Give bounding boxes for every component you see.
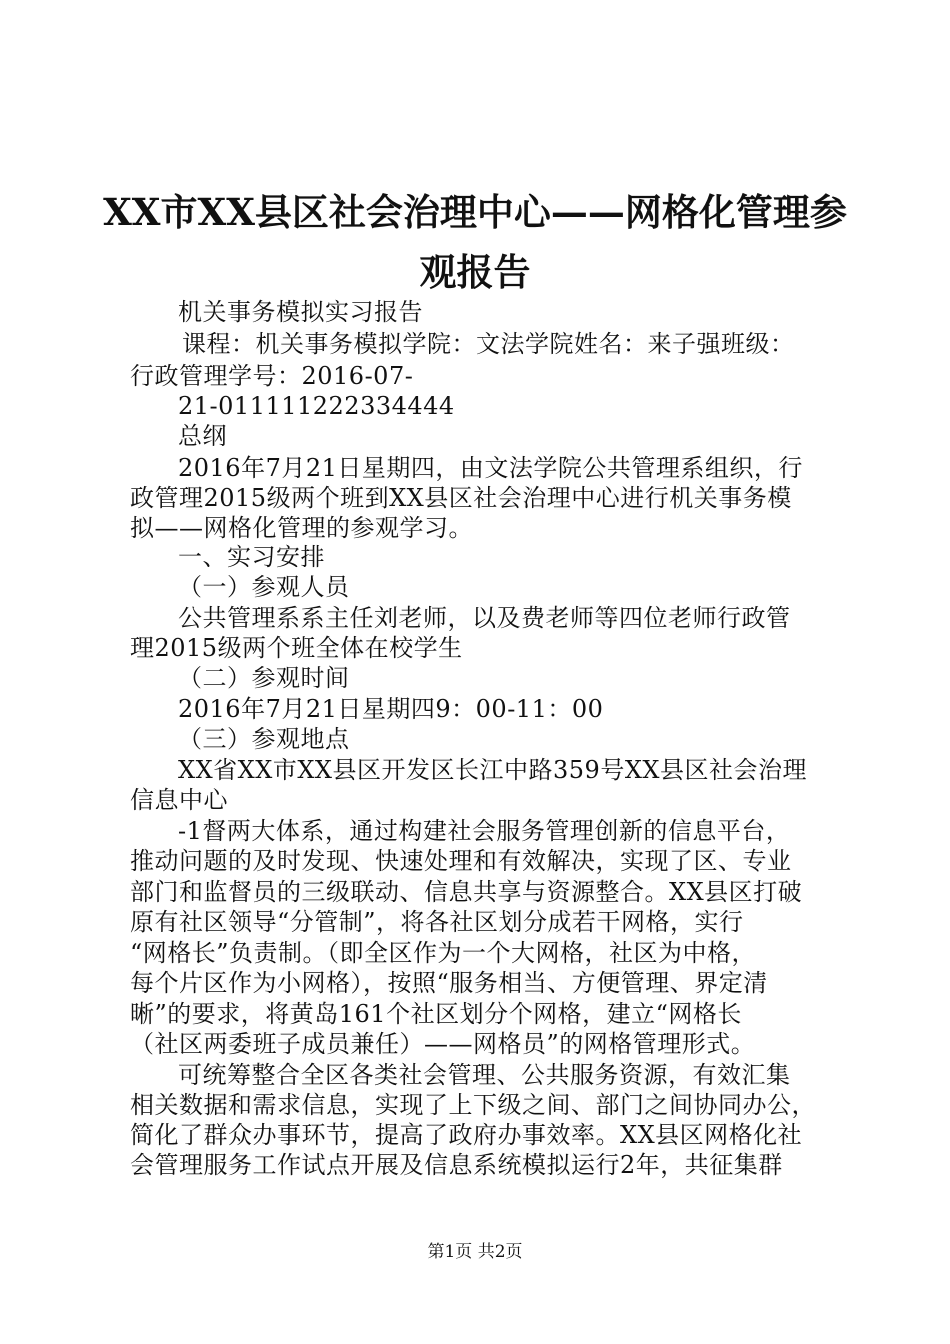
body-line: 会管理服务工作试点开展及信息系统模拟运行2年，共征集群 xyxy=(130,1151,783,1179)
body-line: 推动问题的及时发现、快速处理和有效解决，实现了区、专业 xyxy=(130,847,792,875)
body-line: 行政管理学号：2016-07- xyxy=(130,362,414,390)
body-line: （社区两委班子成员兼任）——网格员”的网格管理形式。 xyxy=(130,1030,756,1058)
body-line: （一）参观人员 xyxy=(178,573,350,601)
body-line: 简化了群众办事环节，提高了政府办事效率。XX县区网格化社 xyxy=(130,1121,803,1149)
body-line: 相关数据和需求信息，实现了上下级之间、部门之间协同办公， xyxy=(130,1091,816,1119)
body-line: 拟——网格化管理的参观学习。 xyxy=(130,514,473,542)
body-line: 晰”的要求，将黄岛161个社区划分个网格，建立“网格长 xyxy=(130,1000,742,1028)
body-line: 理2015级两个班全体在校学生 xyxy=(130,634,463,662)
document-title-line-1: XX市XX县区社会治理中心——网格化管理参 xyxy=(103,190,847,234)
body-line: （二）参观时间 xyxy=(178,664,350,692)
body-line: 21-011111222334444 xyxy=(178,392,455,420)
body-line: （三）参观地点 xyxy=(178,725,350,753)
document-title-line-2: 观报告 xyxy=(419,250,531,294)
body-line: “网格长”负责制。（即全区作为一个大网格，社区为中格， xyxy=(130,939,757,967)
body-line: 政管理2015级两个班到XX县区社会治理中心进行机关事务模 xyxy=(130,484,792,512)
body-line: 课程：机关事务模拟学院：文法学院姓名：来子强班级： xyxy=(182,330,795,358)
body-line: 原有社区领导“分管制”，将各社区划分成若干网格，实行 xyxy=(130,908,744,936)
body-line: -1督两大体系，通过构建社会服务管理创新的信息平台， xyxy=(178,817,791,845)
body-line: 2016年7月21日星期四9：00-11：00 xyxy=(178,695,604,723)
body-line: 信息中心 xyxy=(130,786,228,814)
body-line: 部门和监督员的三级联动、信息共享与资源整合。XX县区打破 xyxy=(130,878,803,906)
body-line: 每个片区作为小网格），按照“服务相当、方便管理、界定清 xyxy=(130,969,768,997)
body-line: 可统筹整合全区各类社会管理、公共服务资源，有效汇集 xyxy=(178,1061,791,1089)
body-line: 总纲 xyxy=(178,422,227,450)
page-footer: 第1页 共2页 xyxy=(427,1242,523,1262)
body-line: 一、实习安排 xyxy=(178,543,325,571)
body-line: 机关事务模拟实习报告 xyxy=(178,298,423,326)
body-line: 2016年7月21日星期四，由文法学院公共管理系组织，行 xyxy=(178,454,803,482)
body-line: 公共管理系系主任刘老师，以及费老师等四位老师行政管 xyxy=(178,604,791,632)
body-line: XX省XX市XX县区开发区长江中路359号XX县区社会治理 xyxy=(178,756,807,784)
